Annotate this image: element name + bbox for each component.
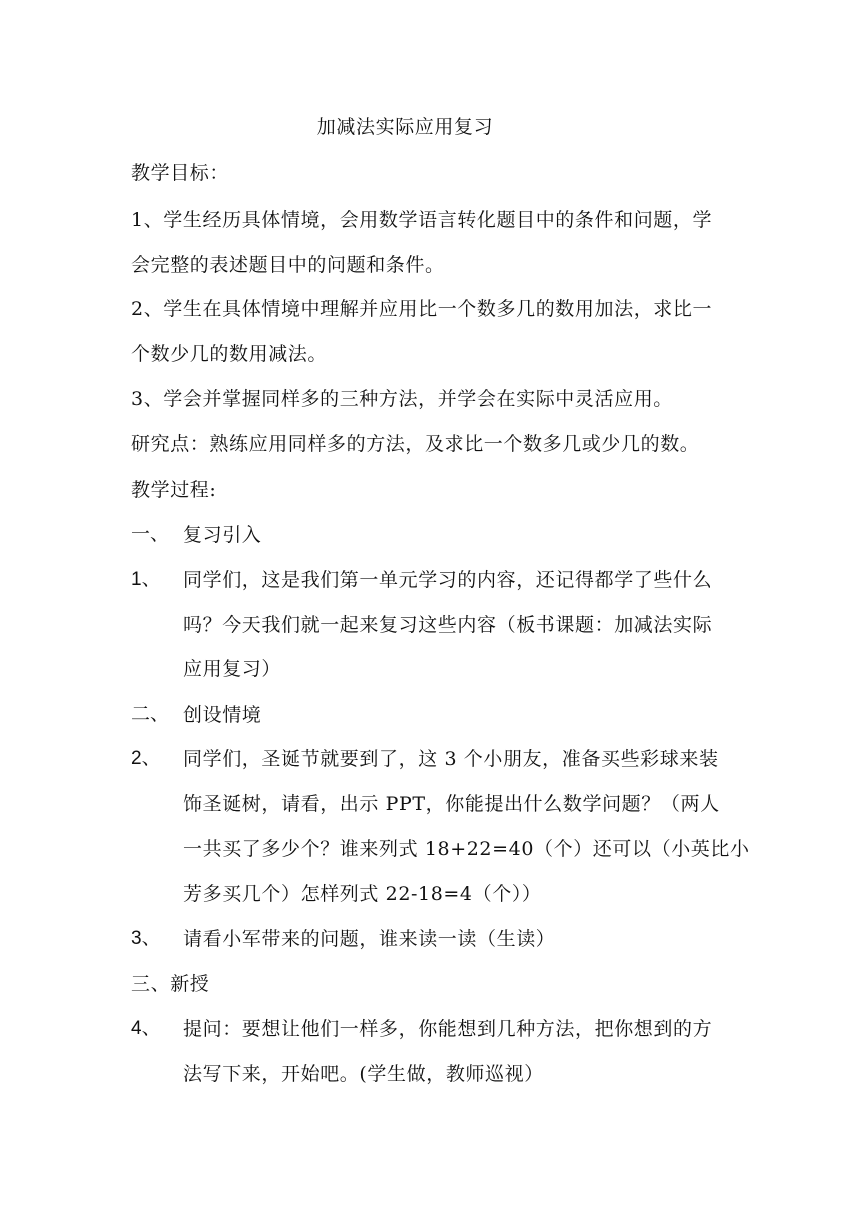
item-1-line-3: 应用复习） bbox=[183, 658, 282, 680]
section-2-marker: 二、 bbox=[131, 704, 170, 725]
item-4-number: 4、 bbox=[131, 1018, 161, 1039]
section-1-title: 复习引入 bbox=[183, 524, 262, 546]
item-2-line-2: 饰圣诞树，请看，出示 PPT，你能提出什么数学问题？（两人 bbox=[183, 793, 720, 815]
item-2-line-1: 同学们，圣诞节就要到了，这 3 个小朋友，准备买些彩球来装 bbox=[183, 748, 719, 770]
item-4-line-2: 法写下来，开始吧。(学生做，教师巡视） bbox=[183, 1063, 544, 1085]
item-2-number: 2、 bbox=[131, 748, 161, 769]
objective-3: 3、学会并掌握同样多的三种方法，并学会在实际中灵活应用。 bbox=[131, 388, 673, 410]
item-1-line-2: 吗？今天我们就一起来复习这些内容（板书课题：加减法实际 bbox=[183, 614, 713, 636]
item-1-line-1: 同学们，这是我们第一单元学习的内容，还记得都学了些什么 bbox=[183, 569, 713, 591]
item-3-line-1: 请看小军带来的问题，谁来读一读（生读） bbox=[183, 928, 556, 950]
item-4-line-1: 提问：要想让他们一样多，你能想到几种方法，把你想到的方 bbox=[183, 1018, 713, 1040]
item-1-number: 1、 bbox=[131, 569, 161, 590]
objective-1-line-2: 会完整的表述题目中的问题和条件。 bbox=[131, 254, 445, 276]
objective-1-line-1: 1、学生经历具体情境，会用数学语言转化题目中的条件和问题，学 bbox=[131, 209, 713, 231]
section-3-heading: 三、新授 bbox=[131, 973, 210, 995]
section-2-title: 创设情境 bbox=[183, 704, 262, 726]
objective-2-line-1: 2、学生在具体情境中理解并应用比一个数多几的数用加法，求比一 bbox=[131, 298, 713, 320]
objective-2-line-2: 个数少几的数用减法。 bbox=[131, 343, 328, 365]
section-1-marker: 一、 bbox=[131, 524, 170, 545]
item-2-line-4: 芳多买几个）怎样列式 22-18=4（个）） bbox=[183, 883, 542, 905]
item-2-line-3: 一共买了多少个？谁来列式 18+22=40（个）还可以（小英比小 bbox=[183, 838, 750, 860]
objectives-heading: 教学目标： bbox=[131, 162, 230, 184]
research-point: 研究点：熟练应用同样多的方法，及求比一个数多几或少几的数。 bbox=[131, 433, 700, 455]
process-heading: 教学过程: bbox=[131, 479, 217, 501]
item-3-number: 3、 bbox=[131, 928, 161, 949]
document-title: 加减法实际应用复习 bbox=[316, 116, 494, 138]
